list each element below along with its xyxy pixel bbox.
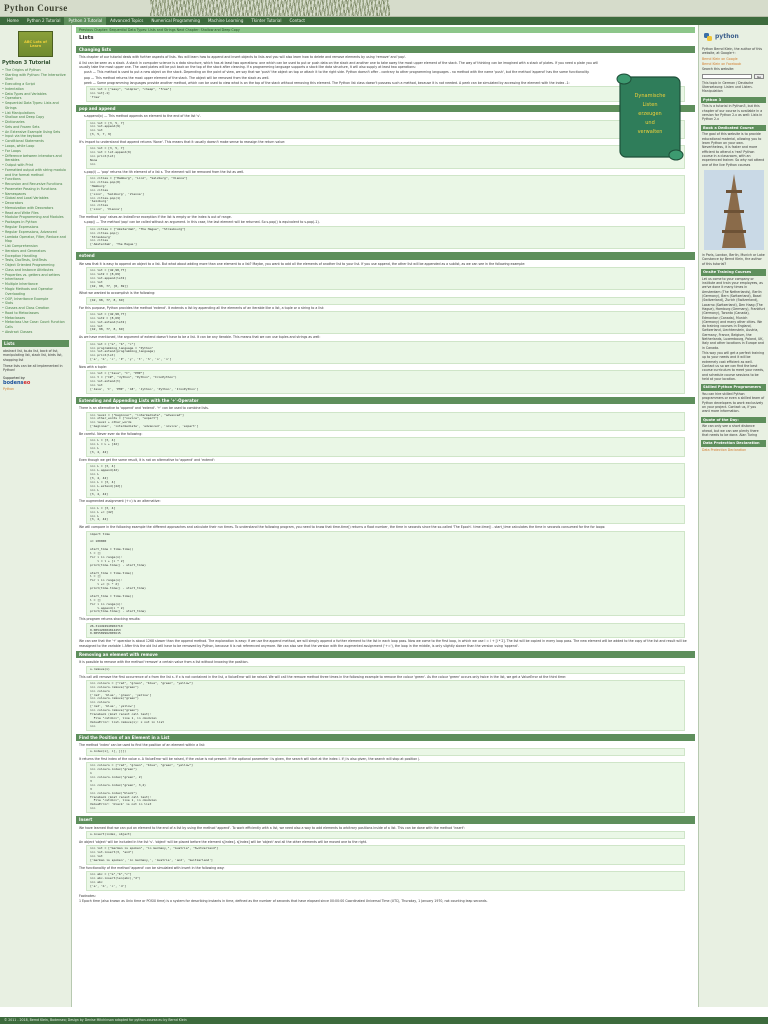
sidebar-item[interactable]: • Conditional Statements [2,139,69,144]
onsite-heading: Onsite Training Courses [701,269,766,276]
sidebar-item[interactable]: • OOP, Inheritance Example [2,297,69,302]
paragraph: It returns the first index of the value x. A ValueError will be raised, if the value is not present. If the optional parameter i is given, the search will start at the index i. If j is also given, the search will stop at position j. [79,757,421,762]
sidebar-item[interactable]: • Decorators [2,201,69,206]
sidebar-item[interactable]: • Modular Programming and Modules [2,215,69,220]
code-block: s.index(x[, i[, j]]) [86,748,685,756]
code-block: >>> lst = [3, 5, 7] >>> lst = lst.append(9) >>> print(lst) None >>> [86,145,685,168]
paragraph: This call will remove the first occurrence of x from the list s. If x is not contained in the list, a ValueError will be raised. We will call the remove method three times in the following example to remove the colour 'green'. As the colour 'green' occurs only twice in the list, we get a ValueError at the third time: [79,674,567,679]
sidebar-item[interactable]: • Inheritance [2,277,69,282]
python-link[interactable]: Python [3,386,15,391]
python-logo-text: python [715,32,739,40]
paragraph: There is an alternative to 'append' and 'extend'. '+' can be used to combine lists. [79,406,209,411]
code-block: >>> lst = [42,98,77] >>> lst2 = [8,69] >>> lst.extend(lst2) >>> lst [42, 98, 77, 8, 69] [86,311,685,334]
sidebar-item[interactable]: • Classes and Class Creation [2,306,69,311]
nav-item-tkinter-tutorial[interactable]: Tkinter Tutorial [251,18,282,23]
sidebar-item[interactable]: • An Extensive Example Using Sets [2,130,69,135]
scroll-illustration [614,69,686,164]
sidebar-item[interactable]: • Multiple Inheritance [2,282,69,287]
code-block: >>> lst = ["Java", "C", "PHP"] >>> t = ("C#", "Jython", "Python", "IronPython") >>> lst.extend(t) >>> lst ['Java', 'C', 'PHP', 'C#', 'Jython', 'Python', 'IronPython'] [86,370,685,393]
main-navigation [0,17,768,25]
tower-caption: in Paris, London, Berlin, Munich or Lake Constance by Bernd Klein, the author of this tutorial? [702,252,765,266]
footer: © 2011 - 2018, Bernd Klein, Bodenseo; Design by Denise Mitchinson adapted for python-course.eu by Bernd Klein [0,1017,768,1024]
bullet-pop-index: s.pop(i) — 'pop' returns the ith element of a list s. The element will be removed from the list as well. [84,169,245,174]
code-block: >>> level = ["beginner", "intermediate", "advanced"] >>> other_words = ["novice", "expert"] >>> level + other_words ['beginner', 'intermediate', 'advanced', 'novice', 'expert'] [86,412,685,432]
nav-item-contact[interactable]: Contact [289,18,305,23]
sidebar-item[interactable]: • Magic Methods and Operator Overloading [2,287,69,297]
paragraph: What we wanted to accomplish is the following: [79,291,156,296]
python3-text: This is a tutorial in Python3, but this chapter of our course is available in a version for Python 2.x as well: Lists in Python 2.x [702,104,763,122]
course-logo: ABC Lots of Learn [18,31,53,57]
sidebar-item[interactable]: • Starting with Python: The Interactive Shell [2,73,69,83]
book-course-text: The goal of this website is to provide educational material, allowing you to learn Python on your own. Nevertheless, it is faster and more efficient to attend a 'real' Python course in a classroom, with an experienced trainer. So why not attend one of the live Python courses [702,132,765,167]
sidebar-item[interactable]: • Road to Metaclasses [2,311,69,316]
sidebar-item[interactable]: • Difference between interators and Iterables [2,154,69,164]
paragraph: An object 'object' will be included in the list 's'. 'object' will be placed before the element s[index]. s[index] will be 'object' and all the other elements will be moved one to the right. [79,839,368,844]
section-find: Find the Position of an Element in a List [76,734,695,741]
paragraph: The method 'pop' raises an IndexError exception if the list is empty or the index is out of range. [79,215,232,220]
banner-decoration [150,0,390,17]
privacy-heading: Data Protection Declaration [701,440,766,447]
lists-box-text: abstract list, to-do list, back of list, manipulating list, stack list, birds list, shopping list [3,349,63,362]
skilled-text: You can hire skilled Python programmers or even a skilled team of Python developers to work exclusively on your project. Contact us, if you want more information. [702,392,765,414]
sidebar-item[interactable]: • Parameter Passing in Functions [2,187,69,192]
paragraph: For this purpose, Python provides the method 'extend'. It extends a list by appending all the elements of an iterable like a list, a tuple or a string to a list: [79,305,325,310]
paragraph: Even though we get the same result, it is not an alternative to 'append' and 'extend': [79,458,216,463]
search-label: Search this website: [702,67,735,72]
sidebar-item[interactable]: • Class and Instance Attributes [2,268,69,273]
paragraph: We can see that the '+' operator is about 1268 slower than the append method. The explanation is easy: If we use the append method, we will simply append a further element to the list in each loop pass. Now we come to the first loop, in which we use l = l + [i * 2]. The list will be copied in every loop pass. The new element will be added to the copy of the list and result will be reassigned to the variable l. After this the old list will have to be removed by Python, because it is not referenced anymore. We can also see that the version with the augmented assignment ('+='), the loop in the middle, is only slightly slower than the version using 'append'. [79,639,687,648]
sidebar-item[interactable]: • Input via the keyboard [2,134,69,139]
onsite-text-2: This way you will get a perfect training up to your needs and it will be extremely cost efficient as well. Contact us so we can find the best course curriculum to meet your needs, and schedule course sessions to be held at your location. [702,351,765,381]
code-block: >>> cities = ["Hamburg", "Linz", "Salzburg", "Vienna"] >>> cities.pop(0) 'Hamburg' >>> cities ['Linz', 'Salzburg', 'Vienna'] >>> cities.pop(1) 'Salzburg' >>> cities ['Linz', 'Vienna'] [86,175,685,214]
nav-item-numerical-programming[interactable]: Numerical Programming [151,18,200,23]
search-button[interactable]: Go [754,74,764,79]
code-block: >>> colours = ["red", "green", "blue", "green", "yellow"] >>> colours.index("green") 1 >>> colours.index("green", 2) 3 >>> colours.index("green", 3,4) 3 >>> colours.index("black") Traceback (most recent call last): File "<stdin>", line 1, in <module> ValueError: 'black' is not in list >>> [86,762,685,813]
code-block: >>> L = [3, 4] >>> L += [42] >>> L [3, 4, 42] [86,505,685,525]
left-sidebar [0,25,72,1007]
paragraph: The functionality of the method 'append' can be simulated with insert in the following way: [79,865,225,870]
quote-text: We can only see a short distance ahead, but we can see plenty there that needs to be done. Alan Turing [702,424,759,438]
sidebar-item[interactable]: • The Origins of Python [2,68,69,73]
section-extend: extend [76,252,695,259]
tutorial-chapter-list [2,68,69,335]
search-input[interactable] [702,74,752,79]
sidebar-item[interactable]: • Data Types and Variables [2,92,69,97]
bullet-pop: pop — This method returns the most upper element of the stack. The object will be removed from the stack as well. [84,75,270,80]
scroll-text-line: und [645,120,655,126]
onsite-text: Let us come to your company or institute and train your employees, as we've done it many times in Amsterdam (The Netherlands), Berlin (Germany), Bern (Switzerland), Basel (Switzerland), Zurich (Switzerland), Locarno (Switzerland), Den Haag (The Hague), Hamburg (Germany), Frankfurt (Germany), Toronto (Canada), Edmonton (Canada), Munich (Germany) and many other cities. We do training courses in England, Switzerland, Liechtenstein, Austria, Germany, France, Belgium, the Netherlands, Luxembourg, Poland, UK, Italy and other locations in Europe and in Canada. [702,276,766,350]
paragraph: As we have mentioned, the argument of extend doesn't have to be a list. It can be any iterable. This means that we can use tuples and strings as well: [79,335,321,340]
code-block: import time n= 100000 start_time = time.time() l = [] for i in range(n): l = l + [i * 2] print(time.time() - start_time) start_time = time.time() l = [] for i in range(n): l += [i * 2] print(time.time() - start_time) start_time = time.time() l = [] for i in range(n): l.append(i * 2) print(time.time() - start_time) [86,531,685,617]
privacy-link[interactable]: Data Protection Declaration [702,448,747,453]
nav-item-python-2-tutorial[interactable]: Python 2 Tutorial [26,18,61,23]
sidebar-item[interactable]: • Iterators and Generators [2,249,69,254]
bullet-pop-noarg: s.pop() — The method 'pop' can be called without an argument. In this case, the last element will be returned. So s.pop() is equivalent to s.pop(-1). [84,220,320,225]
supported-by-label: Supported by: [3,375,26,380]
code-block: >>> L = [3, 4] >>> L = L + [42] >>> L [3, 4, 42] [86,437,685,457]
nav-item-home[interactable]: Home [7,18,19,23]
sidebar-item[interactable]: • Metaclasses [2,316,69,321]
paragraph: Be careful. Never ever do the following: [79,432,143,437]
main-content [73,25,698,1007]
nav-item-python-3-tutorial[interactable]: Python 3 Tutorial [64,17,106,25]
sidebar-item[interactable]: • Abstract Classes [2,330,69,335]
section-pop-append: pop and append [76,105,695,112]
scroll-text-line: Dynamische [634,93,666,99]
sidebar-item[interactable]: • Regular Expressions, Advanced [2,230,69,235]
section-insert: Insert [76,816,695,823]
sidebar-item[interactable]: • Regular Expressions [2,225,69,230]
sidebar-item[interactable]: • List Manipulations [2,111,69,116]
german-translation-text[interactable]: This topic in German / Deutsche Übersetzung: Listen und Listen-Manipulation [702,80,754,94]
code-block: >>> lst = ["German is spoken", "in Germany,", "Austria", "Switzerland"] >>> lst.insert(3, "and") >>> lst ['German is spoken', 'in Germany,', 'Austria', 'and', 'Switzerland'] [86,845,685,865]
python-snake-icon [703,32,713,42]
paragraph: This program returns shocking results: [79,617,141,622]
chapter-navigation[interactable]: Previous Chapter: Sequential Data Types: Lists and Strings Next Chapter: Shallow and Deep Copy [76,27,695,33]
sidebar-item[interactable]: • Sets and Frozen Sets [2,125,69,130]
lists-box-note: These lists can be all implemented in Python! [3,363,63,373]
page-title: Lists [79,35,94,42]
bodenseo-logo[interactable] [3,380,69,387]
lists-box-heading: Lists [2,340,69,347]
sidebar-item[interactable]: • Executing a Script [2,82,69,87]
book-course-heading: Book a Dedicated Course [701,125,766,132]
paragraph: This chapter of our tutorial deals with further aspects of lists. You will learn how to append and insert objects to lists and you will also learn how to delete and remove elements by using 'remove' and 'pop'. [79,55,407,60]
bullet-append: s.append(x) — This method appends an element to the end of the list 's'. [84,114,201,119]
lists-info-box [2,340,69,391]
sidebar-item[interactable]: • Recursion and Recursive Functions [2,182,69,187]
sidebar-item[interactable]: • Formatted output with string modulo and the format method [2,168,69,178]
code-block: >>> lst = [42,98,77] >>> lst2 = [8,69] >>> lst.append(lst2) >>> lst [42, 98, 77, [8, 69]] [86,267,685,290]
code-block: >>> lst = ["a", "b", "c"] >>> programming_language = "Python" >>> lst.extend(programming_language) >>> print(lst) ['a', 'b', 'c', 'P', 'y', 't', 'h', 'o', 'n'] [86,341,685,364]
python-logo [703,30,764,44]
sidebar-item[interactable]: • Object Oriented Programming [2,263,69,268]
code-block: >>> abc = ["a","b","c"] >>> abc.insert(len(abc),"d") >>> abc ['a', 'b', 'c', 'd'] [86,871,685,891]
scroll-text-line: Listen [642,102,658,108]
bullet-peek: peek — Some programming languages provide another method, which can be used to view what is on the top of the stack without removing this element. The Python list class doesn't possess such a method, because it is not needed. A peek can be simulated by accessing the element with the index -1: [84,80,570,85]
paragraph: We will compare in the following example the different approaches and calculate their run times. To understand the following program, you need to know that time.time() returns a float number, the time in seconds since the so-called 'The Epoch'. time.time() - start_time calculates the time in seconds consumed for the for loops: [79,525,606,530]
sidebar-item[interactable]: • Sequential Data Types: Lists and Strings [2,101,69,111]
code-block: >>> L = [3, 4] >>> L.append(42) >>> L [3, 4, 42] >>> L = [3, 4] >>> L.extend([42]) >>> L [3, 4, 42] [86,463,685,498]
sidebar-item[interactable]: • For Loops [2,149,69,154]
search-row [702,74,765,79]
scroll-text-line: erzeugen [638,111,662,117]
bodenseo-logo-b: eo [23,379,31,386]
quote-heading: Quote of the Day: [701,417,766,424]
sidebar-heading: Python 3 Tutorial [2,60,51,66]
code-block: >>> lst = ["easy", "simple", "cheap", "free"] >>> lst[-1] 'free' [86,86,685,102]
python3-heading: Python 3 [701,97,766,104]
sidebar-item[interactable]: • Properties vs. getters and setters [2,273,69,278]
section-remove: Removing an element with remove [76,651,695,658]
sidebar-item[interactable]: • Metaclass Use Case: Count Function Calls [2,320,69,330]
sidebar-item[interactable]: • Slots [2,301,69,306]
paragraph: We saw that it is easy to append an object to a list. But what about adding more than one element to a list? Maybe, you want to add all the elements of another list to your list. If you use append, the other list will be appended as a sublist, as we can see in the following example: [79,261,526,266]
scroll-text-line: verwalten [637,129,663,135]
sidebar-item[interactable]: • Lambda Operator, Filter, Reduce and Map [2,235,69,245]
paragraph: We have learned that we can put an element to the end of a list by using the method 'append'. To work efficiently with a list, we need also a way to add elements to arbitrary positions inside of a list. This can be done with the method 'insert': [79,825,466,830]
sidebar-item[interactable]: • Global and Local Variables [2,196,69,201]
code-block: s.insert(index, object) [86,831,685,839]
code-block: >>> colours = ["red", "green", "blue", "green", "yellow"] >>> colours.remove("green") >>> colours ['red', 'blue', 'green', 'yellow'] >>> colours.remove("green") >>> colours ['red', 'blue', 'yellow'] >>> colours.remove("green") Traceback (most recent call last): File "<stdin>", line 1, in <module> ValueError: list.remove(x): x not in list >>> [86,680,685,731]
paragraph: It's import to understand that append returns 'None'. This means that it usually doesn't make sense to reassign the return value: [79,140,286,145]
sidebar-item[interactable]: • Dictionaries [2,120,69,125]
code-block: 26.314492940902710 0.005420684814453 0.005589962005615 [86,623,685,639]
sidebar-item[interactable]: • Loops, while Loop [2,144,69,149]
author-google-link[interactable]: Bernd Klein on Google [702,56,738,61]
site-title: Python Course [4,3,68,13]
section-plus-operator: Extending and Appending Lists with the '+'-Operator [76,397,695,404]
skilled-heading: Skilled Python Programmers [701,384,766,391]
code-block: >>> cities = ["Amsterdam", "The Hague", "Strasbourg"] >>> cities.pop() 'Strasbourg' >>> cities ['Amsterdam', 'The Hague'] [86,226,685,249]
paragraph: The method 'index' can be used to find the position of an element within a list: [79,742,205,747]
tower-photo [704,170,764,250]
paragraph: Now with a tuple: [79,365,107,370]
right-sidebar [698,25,768,1007]
sidebar-item[interactable]: • Namespaces [2,192,69,197]
paragraph: It is possible to remove with the method 'remove' a certain value from a list without knowing the position. [79,660,249,665]
bullet-push: push — This method is used to put a new object on the stack. Depending on the point of view, we say that we 'push' the object on top or attach it to the right side. Python doesn't offer - contrary to other programming languages - no method with the name 'push', but the method 'append' has the same functionality. [84,70,590,75]
sidebar-item[interactable]: • List Comprehension [2,244,69,249]
sidebar-item[interactable]: • Operators [2,96,69,101]
sidebar-item[interactable]: • Functions [2,177,69,182]
section-changing-lists: Changing lists [76,46,695,53]
top-banner [0,0,768,17]
sidebar-item[interactable]: • Read and Write Files [2,211,69,216]
paragraph: The augmented assignment (+=) is an alternative: [79,499,161,504]
sidebar-item[interactable]: • Shallow and Deep Copy [2,115,69,120]
bodenseo-logo-a: bodens [3,379,24,386]
nav-item-machine-learning[interactable]: Machine Learning [207,18,244,23]
sidebar-item[interactable]: • Output with Print [2,163,69,168]
nav-item-advanced-topics[interactable]: Advanced Topics [110,18,144,23]
sidebar-item[interactable]: • Tests, DocTests, UnitTests [2,258,69,263]
footnote: 1 Epoch time (also known as Unix time or POSIX time) is a system for describing instants in time, defined as the number of seconds that have elapsed since 00:00:00 Coordinated Universal Time (UTC), Thursday, 1 January 1970, not counting leap seconds. [79,898,488,903]
sidebar-item[interactable]: • Exception Handling [2,254,69,259]
code-block: [42, 98, 77, 8, 69] [86,297,685,305]
sidebar-item[interactable]: • Indentation [2,87,69,92]
author-text: Python Bernd Klein, the author of this website, at Google+: [702,47,763,56]
code-block: >>> lst = [3, 5, 7] >>> lst.append(9) >>> lst [3, 5, 7, 9] [86,120,685,140]
paragraph: A list can be seen as a stack. A stack in computer science is a data structure, which has at least two operations: one which can be used to put or push data on the stack and another one to take away the most upper element of the stack. The way of thinking can be imagined with a stack of plates. If you need a plate you will usually take the most upper one. The used plates will be put back on the top of the stack after cleaning. If a programming language supports a stack like data structure, it will also supply at least two operations: [79,60,599,69]
code-block: s.remove(x) [86,666,685,674]
author-facebook-link[interactable]: Bernd Klein on Facebook [702,61,742,66]
sidebar-item[interactable]: • Packages in Python [2,220,69,225]
sidebar-item[interactable]: • Memoization with Decorators [2,206,69,211]
footnotes-label: Footnotes: [79,893,96,898]
